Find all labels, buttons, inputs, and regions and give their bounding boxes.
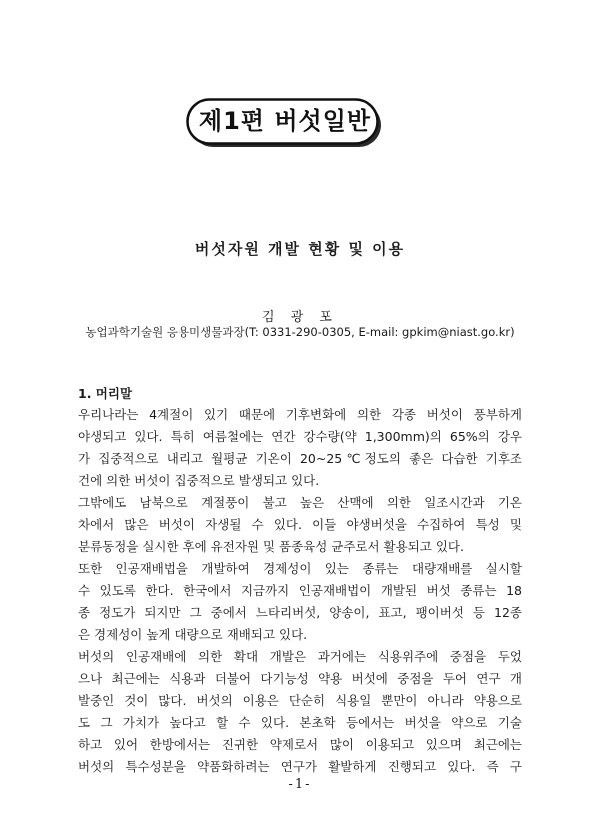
author-name: 김 광 포	[262, 310, 338, 325]
body-line: 도 그 가치가 높다고 할 수 있다. 본초학 등에서는 버섯을 약으로 기술	[78, 715, 522, 730]
body-line: 하고 있어 한방에서는 진귀한 약제로서 많이 이용되고 있으며 최근에는	[78, 737, 522, 752]
body-line: 분류동정을 실시한 후에 유전자원 및 품종육성 균주로서 활용되고 있다.	[78, 539, 464, 554]
body-line: 또한 인공재배법을 개발하여 경제성이 있는 종류는 대량재배를 실시할	[78, 561, 522, 576]
body-text	[78, 404, 522, 778]
body-line: 으나 최근에는 식용과 더불어 다기능성 약용 버섯에 중점을 두어 연구 개	[78, 671, 522, 686]
body-line: 버섯의 인공재배에 의한 확대 개발은 과거에는 식용위주에 중점을 두었	[78, 649, 522, 664]
body-line: 은 경제성이 높게 대량으로 재배되고 있다.	[78, 627, 308, 642]
body-line: 그밖에도 남북으로 계절풍이 불고 높은 산맥에 의한 일조시간과 기온	[78, 495, 522, 510]
chapter-banner	[186, 98, 384, 150]
page-number: -1-	[288, 777, 312, 792]
body-line: 수 있도록 한다. 한국에서 지금까지 인공재배법이 개발된 버섯 종류는 18	[78, 583, 522, 598]
chapter-banner-text: 제1편 버섯일반	[198, 107, 372, 135]
body-line: 차에서 많은 버섯이 자생될 수 있다. 이들 야생버섯을 수집하여 특성 및	[78, 517, 522, 532]
section-heading: 1. 머리말	[78, 386, 133, 401]
article-title: 버섯자원 개발 현황 및 이용	[194, 240, 406, 258]
body-line: 건에 의한 버섯이 집중적으로 발생되고 있다.	[78, 473, 320, 488]
body-line: 우리나라는 4계절이 있기 때문에 기후변화에 의한 각종 버섯이 풍부하게	[78, 407, 522, 422]
body-line: 종 정도가 되지만 그 중에서 느타리버섯, 양송이, 표고, 팽이버섯 등 12종	[78, 605, 522, 620]
body-line: 가 집중적으로 내리고 월평균 기온이 20~25℃정도의 좋은 다습한 기후조	[78, 451, 522, 466]
body-line: 야생되고 있다. 특히 여름철에는 연간 강수량(약 1,300mm)의 65%의 강우	[78, 429, 522, 444]
author-affiliation: 농업과학기술원 응용미생물과장(T: 0331-290-0305, E-mail: gpkim@niast.go.kr)	[85, 325, 515, 339]
body-line: 발중인 것이 많다. 버섯의 이용은 단순히 식용일 뿐만이 아니라 약용으로	[78, 693, 522, 708]
body-line: 버섯의 특수성분을 약품화하려는 연구가 활발하게 진행되고 있다. 즉 구	[78, 759, 522, 774]
